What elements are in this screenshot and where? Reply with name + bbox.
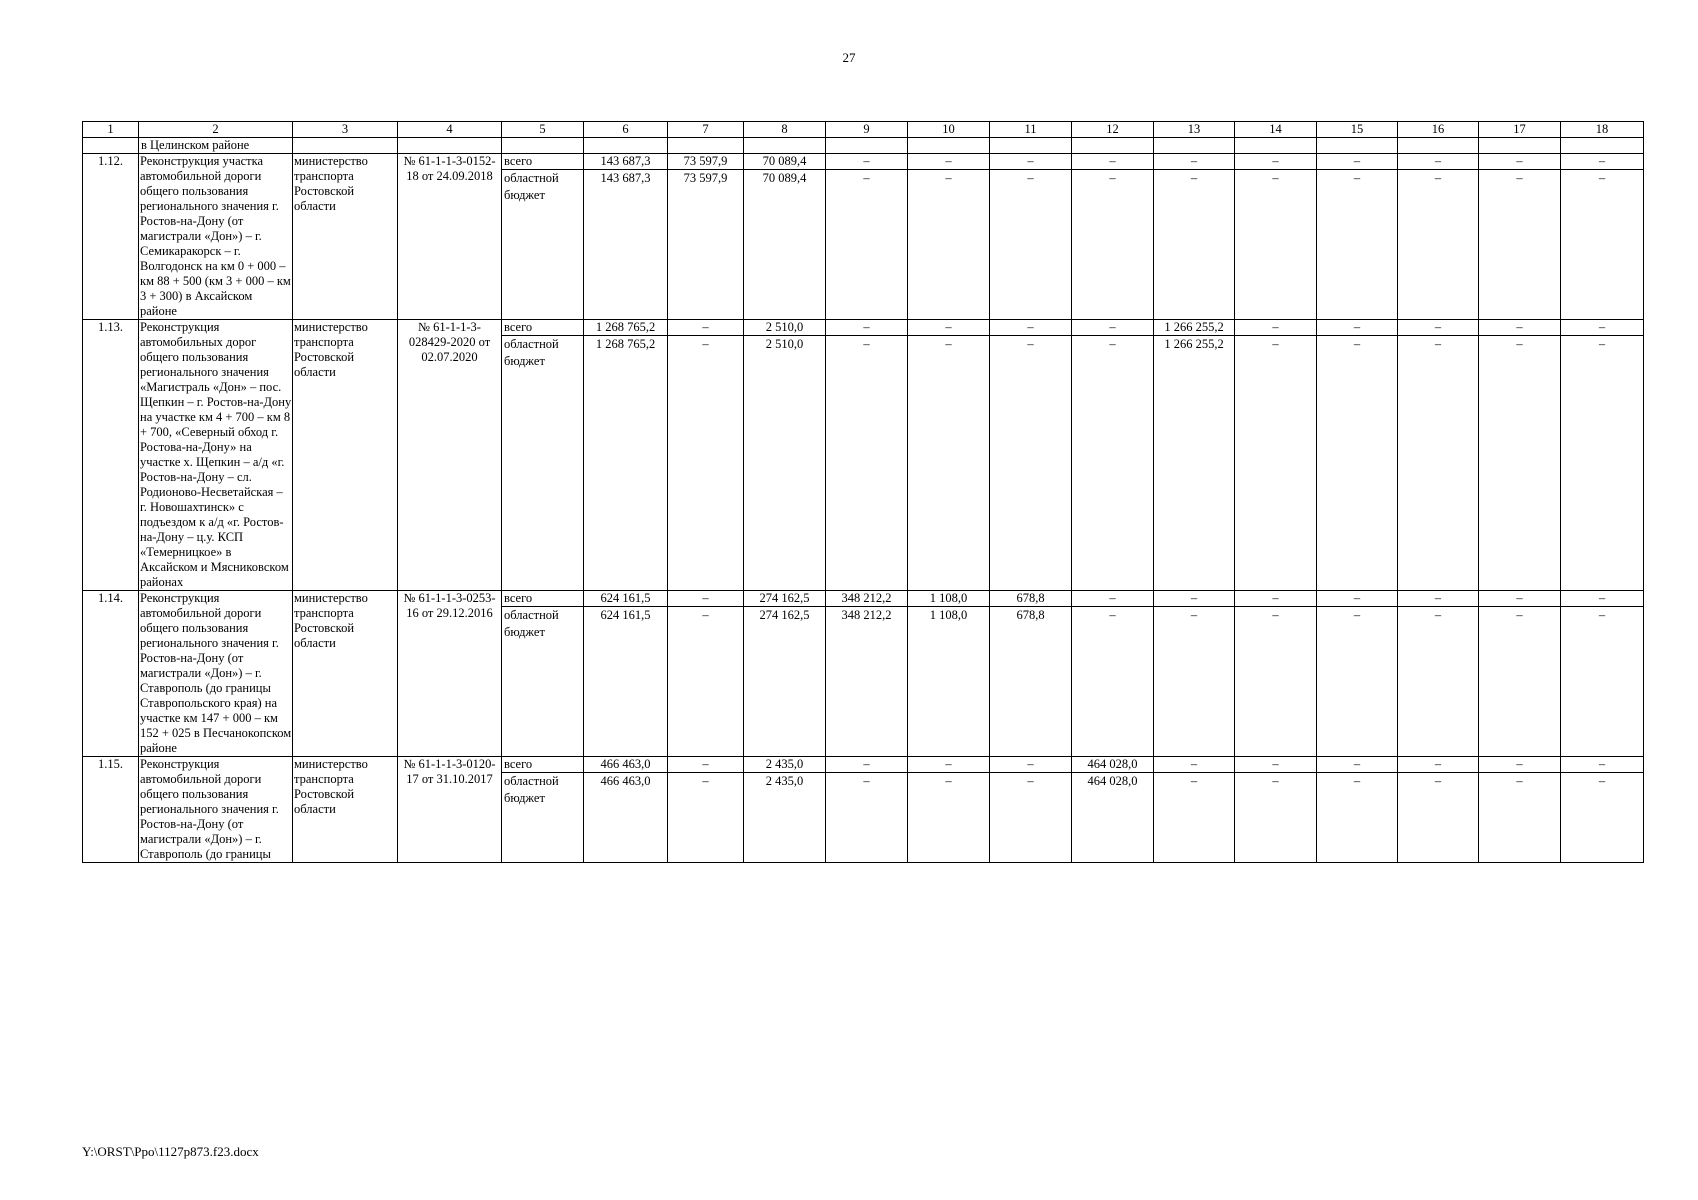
amount-cell: – xyxy=(1479,336,1561,591)
column-number: 3 xyxy=(293,122,398,138)
continuation-row xyxy=(83,138,1644,154)
amount-cell: – xyxy=(1561,320,1644,336)
amount-cell: – xyxy=(1154,607,1235,757)
column-number: 2 xyxy=(139,122,293,138)
empty-cell xyxy=(83,138,139,154)
footer-file-path: Y:\ORST\Ppo\1127p873.f23.docx xyxy=(82,1144,259,1159)
amount-cell: – xyxy=(1561,170,1644,320)
amount-cell: – xyxy=(668,607,744,757)
empty-cell xyxy=(1154,138,1235,154)
amount-cell: – xyxy=(668,757,744,773)
amount-cell: – xyxy=(1317,591,1398,607)
column-number: 16 xyxy=(1398,122,1479,138)
amount-cell: 624 161,5 xyxy=(584,607,668,757)
empty-cell xyxy=(584,138,668,154)
amount-cell: – xyxy=(1317,757,1398,773)
amount-cell: – xyxy=(826,773,908,863)
amount-cell: 143 687,3 xyxy=(584,154,668,170)
column-number: 15 xyxy=(1317,122,1398,138)
funding-source: всего xyxy=(502,757,584,773)
amount-cell: – xyxy=(1479,154,1561,170)
amount-cell: – xyxy=(668,773,744,863)
amount-cell: – xyxy=(1398,320,1479,336)
entry-number: 1.14. xyxy=(83,591,139,757)
amount-cell: 1 108,0 xyxy=(908,591,990,607)
funding-source: всего xyxy=(502,591,584,607)
entry-customer: министерство транспорта Ростовской области xyxy=(293,591,398,757)
amount-cell: – xyxy=(1398,336,1479,591)
table-row-total xyxy=(83,320,1644,336)
entry-number: 1.12. xyxy=(83,154,139,320)
amount-cell: – xyxy=(908,757,990,773)
column-number: 11 xyxy=(990,122,1072,138)
amount-cell: – xyxy=(908,320,990,336)
column-number: 10 xyxy=(908,122,990,138)
empty-cell xyxy=(1561,138,1644,154)
amount-cell: – xyxy=(1072,320,1154,336)
entry-name: Реконструкция автомобильных дорог общего пользования регионального значения «Магистраль «Дон» – пос. Щепкин – г. Ростов-на-Дону на участке км 4 + 700 – км 8 + 700, «Северный обход г. Ростова-на-Дону» на участке х. Щепкин – а/д «г. Ростов-на-Дону – сл. Родионово-Несветайская – г. Новошахтинск» с подъездом к а/д «г. Ростов-на-Дону – ц.у. КСП «Темерницкое» в Аксайском и Мясниковском районах xyxy=(140,320,292,589)
amount-cell: 2 435,0 xyxy=(744,757,826,773)
entry-document: № 61-1-1-3-0253-16 от 29.12.2016 xyxy=(398,591,502,757)
amount-cell: 1 268 765,2 xyxy=(584,320,668,336)
empty-cell xyxy=(744,138,826,154)
amount-cell: – xyxy=(1561,607,1644,757)
amount-cell: 348 212,2 xyxy=(826,591,908,607)
amount-cell: – xyxy=(990,170,1072,320)
amount-cell: – xyxy=(1398,154,1479,170)
amount-cell: 1 266 255,2 xyxy=(1154,320,1235,336)
amount-cell: 678,8 xyxy=(990,607,1072,757)
amount-cell: – xyxy=(990,336,1072,591)
entry-customer: министерство транспорта Ростовской области xyxy=(293,757,398,863)
amount-cell: – xyxy=(668,336,744,591)
amount-cell: 73 597,9 xyxy=(668,154,744,170)
amount-cell: – xyxy=(1154,591,1235,607)
amount-cell: – xyxy=(1235,154,1317,170)
amount-cell: 678,8 xyxy=(990,591,1072,607)
empty-cell xyxy=(1398,138,1479,154)
amount-cell: – xyxy=(908,773,990,863)
amount-cell: – xyxy=(826,154,908,170)
funding-source: областной бюджет xyxy=(502,607,584,757)
amount-cell: 466 463,0 xyxy=(584,773,668,863)
amount-cell: – xyxy=(1479,773,1561,863)
table-row-total xyxy=(83,757,1644,773)
amount-cell: 464 028,0 xyxy=(1072,757,1154,773)
amount-cell: – xyxy=(1072,591,1154,607)
amount-cell: 143 687,3 xyxy=(584,170,668,320)
amount-cell: – xyxy=(668,591,744,607)
amount-cell: 2 510,0 xyxy=(744,336,826,591)
amount-cell: – xyxy=(1398,607,1479,757)
table-row-total xyxy=(83,154,1644,170)
amount-cell: 624 161,5 xyxy=(584,591,668,607)
entry-number: 1.13. xyxy=(83,320,139,591)
amount-cell: – xyxy=(668,320,744,336)
amount-cell: – xyxy=(1235,336,1317,591)
funding-source: областной бюджет xyxy=(502,336,584,591)
entry-customer: министерство транспорта Ростовской области xyxy=(293,154,398,320)
amount-cell: – xyxy=(1317,607,1398,757)
amount-cell: – xyxy=(1072,336,1154,591)
amount-cell: 2 510,0 xyxy=(744,320,826,336)
entry-name: Реконструкция автомобильной дороги общего пользования регионального значения г. Ростов-на-Дону (от магистрали «Дон») – г. Ставрополь (до границы Ставропольского края) на участке км 147 + 000 – км 152 + 025 в Песчанокопском районе xyxy=(140,591,292,755)
amount-cell: – xyxy=(1154,154,1235,170)
empty-cell xyxy=(826,138,908,154)
amount-cell: 73 597,9 xyxy=(668,170,744,320)
column-number: 6 xyxy=(584,122,668,138)
column-number: 17 xyxy=(1479,122,1561,138)
amount-cell: – xyxy=(1317,336,1398,591)
amount-cell: – xyxy=(826,757,908,773)
amount-cell: – xyxy=(1479,591,1561,607)
column-number: 18 xyxy=(1561,122,1644,138)
column-number: 7 xyxy=(668,122,744,138)
amount-cell: – xyxy=(1398,757,1479,773)
empty-cell xyxy=(398,138,502,154)
amount-cell: 1 268 765,2 xyxy=(584,336,668,591)
amount-cell: – xyxy=(1072,607,1154,757)
empty-cell xyxy=(1317,138,1398,154)
page-number: 27 xyxy=(842,50,856,65)
amount-cell: – xyxy=(826,336,908,591)
entry-name: Реконструкция автомобильной дороги общего пользования регионального значения г. Ростов-на-Дону (от магистрали «Дон») – г. Ставрополь (до границы xyxy=(139,757,293,863)
amount-cell: 464 028,0 xyxy=(1072,773,1154,863)
table-row-total xyxy=(83,591,1644,607)
empty-cell xyxy=(990,138,1072,154)
funding-source: областной бюджет xyxy=(502,170,584,320)
amount-cell: – xyxy=(826,170,908,320)
amount-cell: 274 162,5 xyxy=(744,591,826,607)
amount-cell: – xyxy=(1479,607,1561,757)
column-number: 14 xyxy=(1235,122,1317,138)
continuation-text: в Целинском районе xyxy=(139,138,293,154)
funding-source: всего xyxy=(502,154,584,170)
empty-cell xyxy=(1235,138,1317,154)
amount-cell: – xyxy=(1479,757,1561,773)
amount-cell: – xyxy=(990,154,1072,170)
amount-cell: – xyxy=(1398,170,1479,320)
amount-cell: – xyxy=(1235,757,1317,773)
column-number-row xyxy=(83,122,1644,138)
amount-cell: – xyxy=(1235,591,1317,607)
amount-cell: – xyxy=(1398,591,1479,607)
amount-cell: – xyxy=(1317,320,1398,336)
amount-cell: – xyxy=(1479,170,1561,320)
empty-cell xyxy=(502,138,584,154)
amount-cell: 70 089,4 xyxy=(744,170,826,320)
amount-cell: – xyxy=(1561,591,1644,607)
amount-cell: 348 212,2 xyxy=(826,607,908,757)
column-number: 13 xyxy=(1154,122,1235,138)
empty-cell xyxy=(293,138,398,154)
amount-cell: 274 162,5 xyxy=(744,607,826,757)
entry-name: Реконструкция участка автомобильной дороги общего пользования регионального значения г. Ростов-на-Дону (от магистрали «Дон») – г. Семикаракорск – г. Волгодонск на км 0 + 000 – км 88 + 500 (км 3 + 000 – км 3 + 300) в Аксайском районе xyxy=(140,154,291,318)
amount-cell: – xyxy=(826,320,908,336)
empty-cell xyxy=(1479,138,1561,154)
amount-cell: – xyxy=(1561,154,1644,170)
amount-cell: – xyxy=(1317,773,1398,863)
column-number: 12 xyxy=(1072,122,1154,138)
amount-cell: 2 435,0 xyxy=(744,773,826,863)
amount-cell: 1 266 255,2 xyxy=(1154,336,1235,591)
amount-cell: – xyxy=(908,336,990,591)
amount-cell: – xyxy=(1072,154,1154,170)
column-number: 8 xyxy=(744,122,826,138)
entry-document: № 61-1-1-3-028429-2020 от 02.07.2020 xyxy=(398,320,502,591)
entry-document: № 61-1-1-3-0120-17 от 31.10.2017 xyxy=(398,757,502,863)
amount-cell: – xyxy=(1072,170,1154,320)
amount-cell: – xyxy=(1317,170,1398,320)
amount-cell: – xyxy=(990,320,1072,336)
amount-cell: – xyxy=(1235,320,1317,336)
amount-cell: – xyxy=(1561,336,1644,591)
amount-cell: – xyxy=(1235,773,1317,863)
amount-cell: – xyxy=(990,773,1072,863)
entry-customer: министерство транспорта Ростовской области xyxy=(293,320,398,591)
column-number: 4 xyxy=(398,122,502,138)
entry-document: № 61-1-1-3-0152-18 от 24.09.2018 xyxy=(398,154,502,320)
column-number: 9 xyxy=(826,122,908,138)
program-table xyxy=(82,121,1644,863)
amount-cell: – xyxy=(908,154,990,170)
empty-cell xyxy=(1072,138,1154,154)
amount-cell: – xyxy=(1154,170,1235,320)
column-number: 1 xyxy=(83,122,139,138)
amount-cell: – xyxy=(1479,320,1561,336)
amount-cell: – xyxy=(1398,773,1479,863)
amount-cell: – xyxy=(1154,757,1235,773)
column-number: 5 xyxy=(502,122,584,138)
amount-cell: – xyxy=(1235,170,1317,320)
amount-cell: 1 108,0 xyxy=(908,607,990,757)
amount-cell: – xyxy=(990,757,1072,773)
amount-cell: – xyxy=(908,170,990,320)
amount-cell: 70 089,4 xyxy=(744,154,826,170)
amount-cell: – xyxy=(1154,773,1235,863)
empty-cell xyxy=(668,138,744,154)
amount-cell: – xyxy=(1561,757,1644,773)
amount-cell: 466 463,0 xyxy=(584,757,668,773)
amount-cell: – xyxy=(1235,607,1317,757)
empty-cell xyxy=(908,138,990,154)
amount-cell: – xyxy=(1317,154,1398,170)
funding-source: всего xyxy=(502,320,584,336)
amount-cell: – xyxy=(1561,773,1644,863)
funding-source: областной бюджет xyxy=(502,773,584,863)
entry-number: 1.15. xyxy=(83,757,139,863)
